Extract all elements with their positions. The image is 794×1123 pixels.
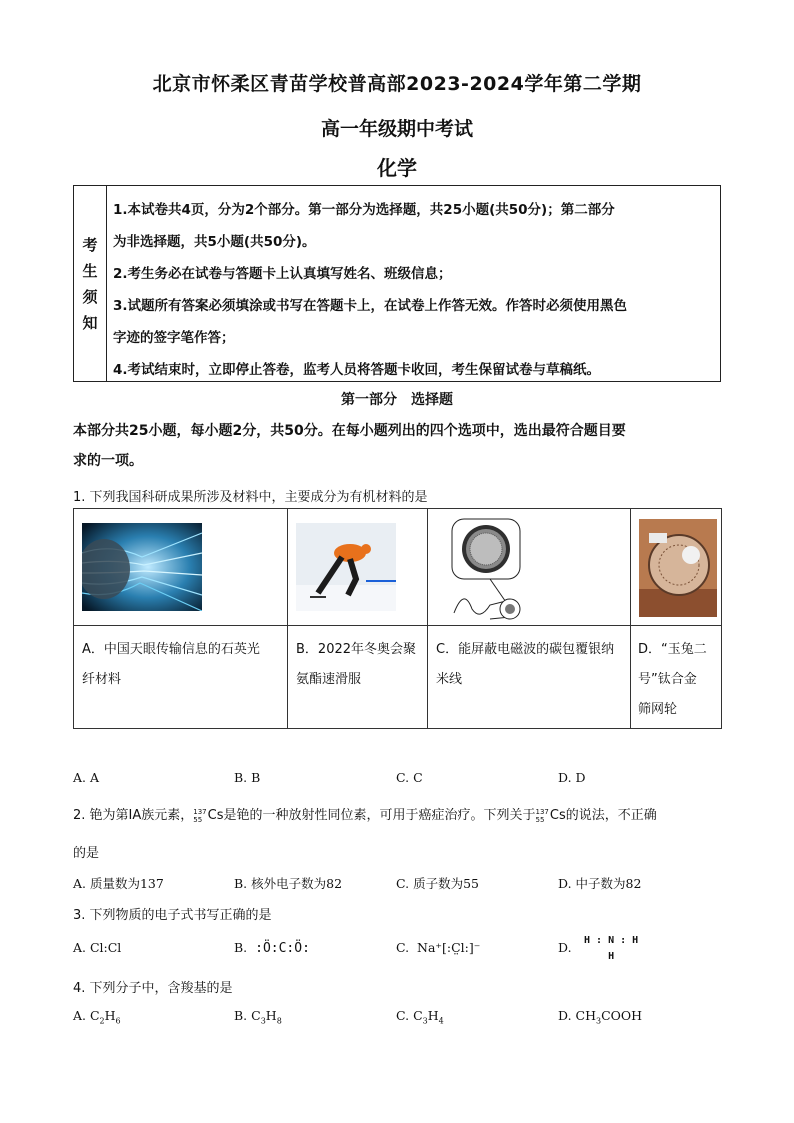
formula-part: H xyxy=(265,1008,277,1023)
section-heading: 第一部分 选择题 xyxy=(341,392,453,408)
formula-sub: 4 xyxy=(438,1016,444,1026)
notice-line: 2.考生务必在试卷与答题卡上认真填写姓名、班级信息； xyxy=(113,266,452,282)
formula-sub: 8 xyxy=(276,1016,282,1026)
nh3-top-line: H : N : H xyxy=(584,935,639,946)
q2-stem-part: 是铯的一种放射性同位素，可用于癌症治疗。下列关于 xyxy=(223,808,536,823)
q1-caption-a xyxy=(82,635,260,695)
q1-caption-c xyxy=(436,635,614,695)
q1-option-d: D. D xyxy=(558,770,586,785)
element-symbol: Cs xyxy=(207,808,224,823)
speed-skater-image xyxy=(296,523,396,611)
q4-option-c xyxy=(396,1008,444,1026)
q1-caption-line: 筛网轮 xyxy=(638,702,678,717)
q2-option-d: D. 中子数为82 xyxy=(558,876,642,891)
q4-option-a xyxy=(73,1008,121,1026)
formula-sub: 3 xyxy=(260,1016,266,1026)
mass-number: 137 xyxy=(193,807,207,816)
candidate-notice-box xyxy=(73,185,721,382)
formula-part: H xyxy=(427,1008,439,1023)
q1-option-c: C. C xyxy=(396,770,423,785)
co2-electron-formula: :Ö:C:Ö: xyxy=(255,941,310,956)
q2-stem-part: 的说法，不正确 xyxy=(565,808,657,823)
nacl-electron-formula: Na⁺[:C̤l:]⁻ xyxy=(417,940,481,955)
q3-option-c xyxy=(396,940,480,955)
notice-side-char: 须 xyxy=(82,287,98,306)
q1-caption-line: D．“玉兔二 xyxy=(638,642,707,657)
q1-caption-line: A．中国天眼传输信息的石英光 xyxy=(82,642,260,657)
rover-wheel-image xyxy=(639,519,717,617)
q1-caption-line: 米线 xyxy=(436,672,463,687)
section-intro-line: 本部分共25小题，每小题2分，共50分。在每小题列出的四个选项中，选出最符合题目要 xyxy=(73,423,626,439)
q3-option-a: A. Cl:Cl xyxy=(73,940,122,955)
q1-caption-line: B．2022年冬奥会聚 xyxy=(296,642,417,657)
formula-sub: 3 xyxy=(596,1016,602,1026)
q1-stem: 1. 下列我国科研成果所涉及材料中，主要成分为有机材料的是 xyxy=(73,490,428,505)
section-intro-line: 求的一项。 xyxy=(73,453,143,469)
formula-sub: 2 xyxy=(99,1016,105,1026)
subject-title: 化学 xyxy=(377,156,417,180)
q1-caption-line: 纤材料 xyxy=(82,672,122,687)
formula-part: COOH xyxy=(601,1008,643,1023)
isotope-notation xyxy=(193,808,206,824)
option-label: B. xyxy=(234,940,248,955)
q1-option-b: B. B xyxy=(234,770,261,785)
formula-sub: 3 xyxy=(422,1016,428,1026)
q2-stem-part: 2. 铯为第IA族元素， xyxy=(73,808,194,823)
notice-side-char: 考 xyxy=(82,235,98,254)
notice-body xyxy=(107,186,720,381)
notice-line: 4.考试结束时，立即停止答卷，监考人员将答题卡收回，考生保留试卷与草稿纸。 xyxy=(113,362,601,378)
q3-stem: 3. 下列物质的电子式书写正确的是 xyxy=(73,908,272,923)
q2-option-a: A. 质量数为137 xyxy=(73,876,164,891)
q4-stem: 4. 下列分子中，含羧基的是 xyxy=(73,981,233,996)
q1-option-a: A. A xyxy=(73,770,100,785)
formula-part: D. CH xyxy=(558,1008,596,1023)
q2-stem xyxy=(73,804,723,824)
atomic-number: 55 xyxy=(193,815,203,824)
formula-part: B. C xyxy=(234,1008,261,1023)
q1-table-divider xyxy=(74,625,721,626)
exam-title: 北京市怀柔区青苗学校普高部2023-2024学年第二学期 xyxy=(152,73,642,95)
q2-option-b: B. 核外电子数为82 xyxy=(234,876,343,891)
q2-stem-line2: 的是 xyxy=(73,846,100,861)
q3-option-b xyxy=(234,940,310,956)
notice-side-char: 知 xyxy=(82,313,98,332)
q1-image-table xyxy=(73,508,722,729)
fiber-optic-image xyxy=(82,523,202,611)
exam-subtitle: 高一年级期中考试 xyxy=(320,118,473,140)
isotope-notation xyxy=(536,808,549,824)
element-symbol: Cs xyxy=(549,808,566,823)
q4-option-b xyxy=(234,1008,282,1026)
q1-caption-b xyxy=(296,635,416,695)
atomic-number: 55 xyxy=(535,815,545,824)
option-label: D. xyxy=(558,940,572,955)
formula-part: A. C xyxy=(73,1008,100,1023)
notice-side-char: 生 xyxy=(82,261,98,280)
formula-part: C. C xyxy=(396,1008,423,1023)
notice-line: 字迹的签字笔作答； xyxy=(113,330,235,346)
q4-option-d xyxy=(558,1008,642,1026)
q1-caption-line: 氨酯速滑服 xyxy=(296,672,362,687)
nh3-bottom-line: H xyxy=(608,951,615,962)
nanowire-diagram xyxy=(450,517,550,623)
notice-line: 1.本试卷共4页，分为2个部分。第一部分为选择题，共25小题(共50分)；第二部分 xyxy=(113,202,615,218)
q1-caption-d xyxy=(638,635,707,725)
nh3-electron-formula xyxy=(584,930,638,968)
notice-line: 为非选择题，共5小题(共50分)。 xyxy=(113,234,316,250)
formula-part: H xyxy=(104,1008,116,1023)
q3-option-d xyxy=(558,940,572,955)
q2-option-c: C. 质子数为55 xyxy=(396,876,479,891)
formula-sub: 6 xyxy=(115,1016,121,1026)
option-label: C. xyxy=(396,940,410,955)
q1-caption-line: C．能屏蔽电磁波的碳包覆银纳 xyxy=(436,642,615,657)
mass-number: 137 xyxy=(535,807,549,816)
q1-caption-line: 号”钛合金 xyxy=(638,672,697,687)
section-intro xyxy=(73,416,723,476)
notice-side-label xyxy=(74,186,107,381)
notice-line: 3.试题所有答案必须填涂或书写在答题卡上，在试卷上作答无效。作答时必须使用黑色 xyxy=(113,298,628,314)
